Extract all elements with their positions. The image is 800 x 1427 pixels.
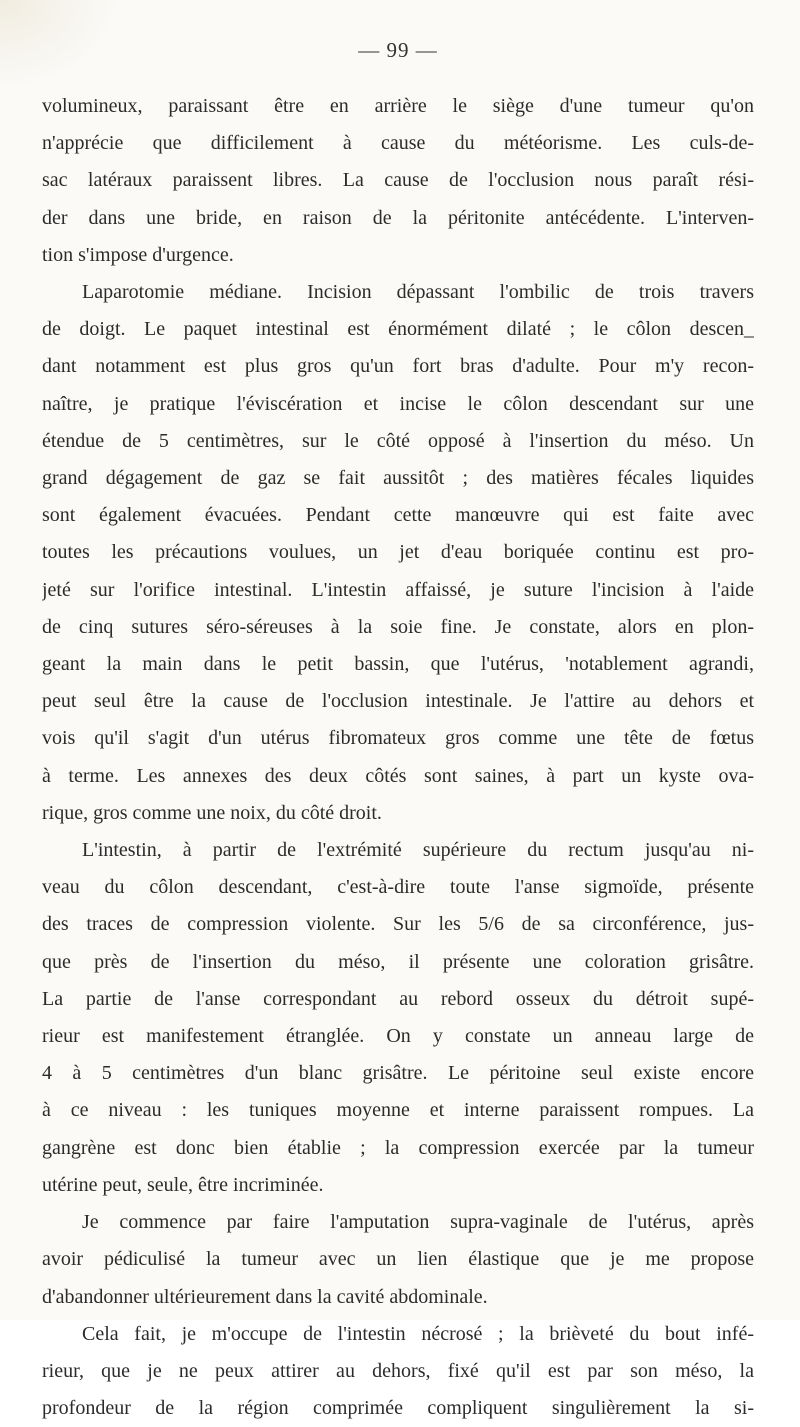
text-line: der dans une bride, en raison de la péritonite antécédente. L'interven- xyxy=(42,206,754,229)
text-line: vois qu'il s'agit d'un utérus fibromateux gros comme une tête de fœtus xyxy=(42,727,754,750)
text-line: à terme. Les annexes des deux côtés sont saines, à part un kyste ova- xyxy=(42,764,754,787)
text-line: jeté sur l'orifice intestinal. L'intestin affaissé, je suture l'incision à l'aide xyxy=(42,578,754,601)
text-line: Laparotomie médiane. Incision dépassant l'ombilic de trois travers xyxy=(82,281,754,304)
text-line: à ce niveau : les tuniques moyenne et interne paraissent rompues. La xyxy=(42,1099,754,1122)
text-line: utérine peut, seule, être incriminée. xyxy=(42,1173,324,1196)
text-line: grand dégagement de gaz se fait aussitôt ; des matières fécales liquides xyxy=(42,467,754,490)
text-line: que près de l'insertion du méso, il présente une coloration grisâtre. xyxy=(42,950,754,973)
page-number: — 99 — xyxy=(358,38,438,62)
text-line: sont également évacuées. Pendant cette manœuvre qui est faite avec xyxy=(42,504,754,527)
text-line: L'intestin, à partir de l'extrémité supérieure du rectum jusqu'au ni- xyxy=(82,839,754,862)
text-line: 4 à 5 centimètres d'un blanc grisâtre. Le péritoine seul existe encore xyxy=(42,1062,754,1085)
text-line: profondeur de la région comprimée compliquent singulièrement la si- xyxy=(42,1397,754,1420)
text-line: toutes les précautions voulues, un jet d'eau boriquée continu est pro- xyxy=(42,541,754,564)
text-line: étendue de 5 centimètres, sur le côté opposé à l'insertion du méso. Un xyxy=(42,429,754,452)
text-line: dant notamment est plus gros qu'un fort bras d'adulte. Pour m'y recon- xyxy=(42,355,754,378)
text-line: gangrène est donc bien établie ; la compression exercée par la tumeur xyxy=(42,1136,754,1159)
text-line: La partie de l'anse correspondant au rebord osseux du détroit supé- xyxy=(42,987,754,1010)
text-line: rieur, que je ne peux attirer au dehors, fixé qu'il est par son méso, la xyxy=(42,1359,754,1382)
text-line: veau du côlon descendant, c'est-à-dire toute l'anse sigmoïde, présente xyxy=(42,876,754,899)
text-line: rieur est manifestement étranglée. On y constate un anneau large de xyxy=(42,1025,754,1048)
text-line: Je commence par faire l'amputation supra-vaginale de l'utérus, après xyxy=(82,1211,754,1234)
text-line: sac latéraux paraissent libres. La cause de l'occlusion nous paraît rési- xyxy=(42,169,754,192)
text-line: d'abandonner ultérieurement dans la cavité abdominale. xyxy=(42,1285,488,1308)
text-line: Cela fait, je m'occupe de l'intestin nécrosé ; la brièveté du bout infé- xyxy=(82,1322,754,1345)
text-line: avoir pédiculisé la tumeur avec un lien élastique que je me propose xyxy=(42,1248,754,1271)
text-line: geant la main dans le petit bassin, que l'utérus, 'notablement agrandi, xyxy=(42,653,754,676)
body-text xyxy=(42,88,754,1427)
text-line: des traces de compression violente. Sur les 5/6 de sa circonférence, jus- xyxy=(42,913,754,936)
text-line: naître, je pratique l'éviscération et incise le côlon descendant sur une xyxy=(42,392,754,415)
text-line: peut seul être la cause de l'occlusion intestinale. Je l'attire au dehors et xyxy=(42,690,754,713)
text-line: rique, gros comme une noix, du côté droit. xyxy=(42,801,382,824)
text-line: volumineux, paraissant être en arrière le siège d'une tumeur qu'on xyxy=(42,95,754,117)
text-line: de doigt. Le paquet intestinal est énormément dilaté ; le côlon descen_ xyxy=(42,318,754,341)
text-line: de cinq sutures séro-séreuses à la soie fine. Je constate, alors en plon- xyxy=(42,615,754,638)
text-line: tion s'impose d'urgence. xyxy=(42,243,234,266)
text-line: n'apprécie que difficilement à cause du météorisme. Les culs-de- xyxy=(42,132,754,155)
